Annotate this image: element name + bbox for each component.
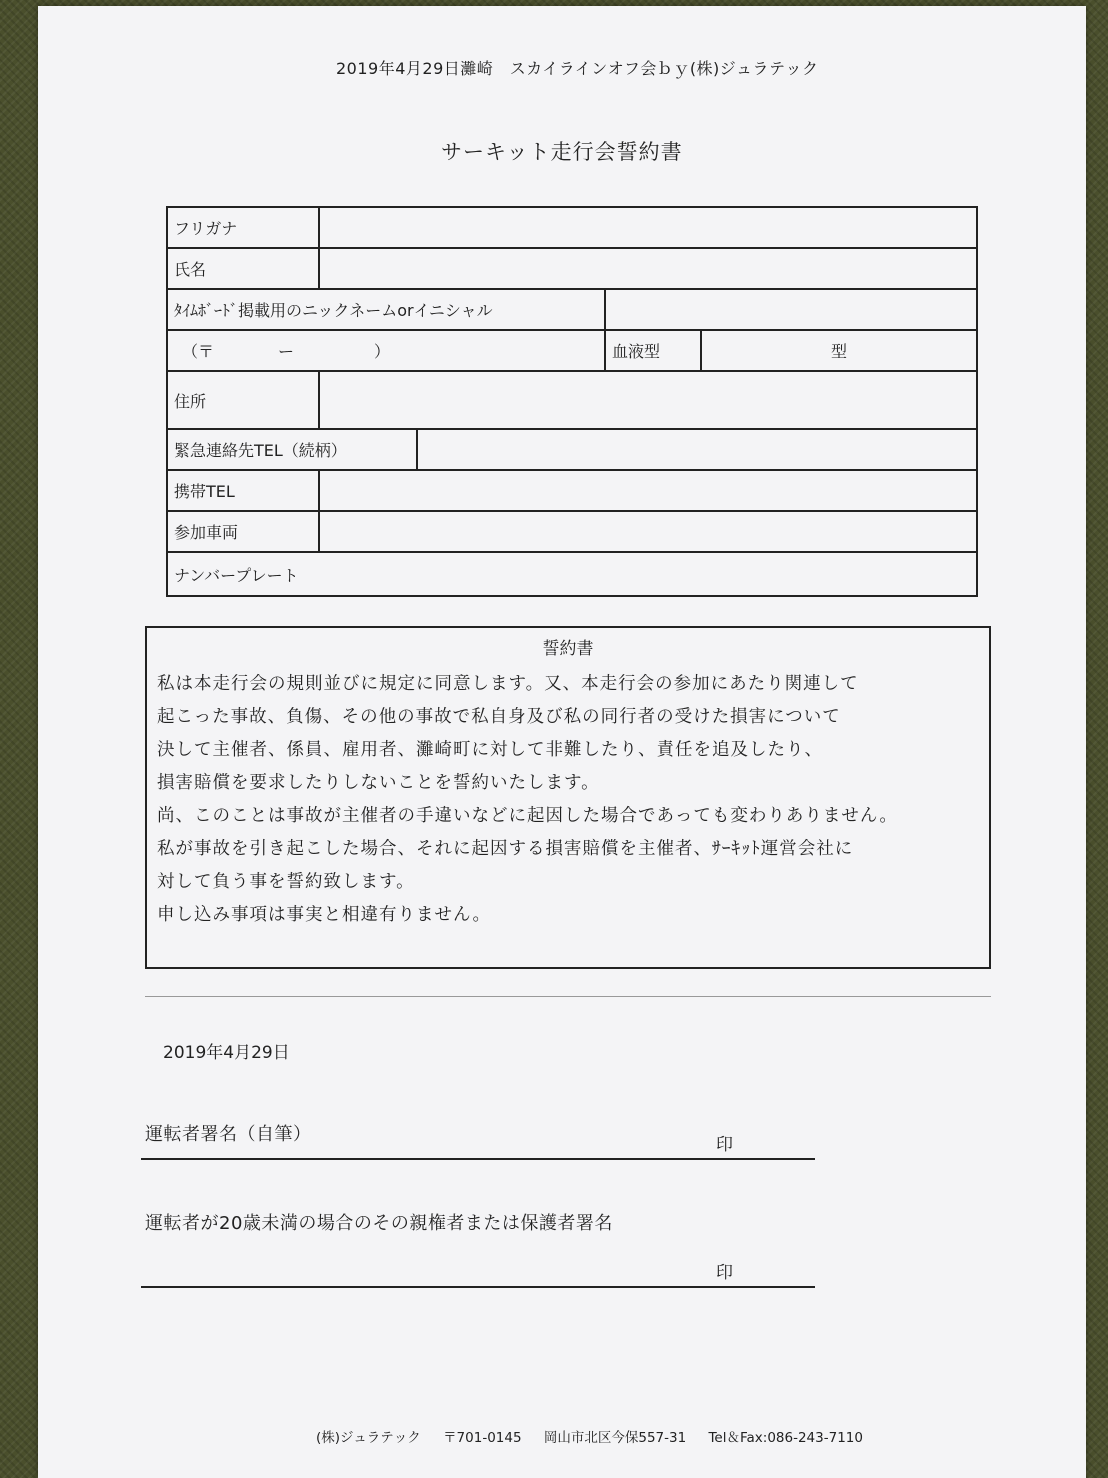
pledge-line: 私は本走行会の規則並びに規定に同意します。又、本走行会の参加にあたり関連して [157,674,859,694]
driver-signature-line[interactable] [141,1158,815,1160]
divider [145,996,991,997]
guardian-signature-line[interactable] [141,1286,815,1288]
driver-signature-label: 運転者署名（自筆） [145,1124,312,1145]
nickname-field[interactable] [606,290,976,329]
postal-code-field[interactable]: （〒 ー ） [168,331,606,370]
blood-type-field[interactable]: 型 [830,342,847,361]
footer-tel: Tel＆Fax:086-243-7110 [708,1430,863,1446]
furigana-label: フリガナ [168,208,320,247]
address-row [168,372,976,430]
pledge-line: 私が事故を引き起こした場合、それに起因する損害賠償を主催者、ｻｰｷｯﾄ運営会社に [157,839,854,859]
vehicle-row [168,512,976,553]
pledge-box [145,626,991,969]
guardian-signature-label: 運転者が20歳未満の場合のその親権者または保護者署名 [145,1213,613,1234]
postal-row [168,331,976,372]
pledge-text [157,668,898,932]
emergency-tel-row [168,430,976,471]
plate-label[interactable]: ナンバープレート [174,565,299,585]
vehicle-field[interactable] [320,512,976,551]
footer-company: (株)ジュラテック [316,1430,421,1446]
nickname-row [168,290,976,331]
emergency-tel-label: 緊急連絡先TEL（続柄） [168,430,418,469]
signature-date: 2019年4月29日 [163,1043,290,1063]
pledge-line: 申し込み事項は事実と相違有りません。 [157,905,492,925]
furigana-row [168,208,976,249]
entry-form-table [166,206,978,597]
name-row [168,249,976,290]
mobile-tel-field[interactable] [320,471,976,510]
blood-type-label: 血液型 [606,331,702,370]
name-field[interactable] [320,249,976,288]
pledge-title: 誓約書 [542,639,594,659]
furigana-field[interactable] [320,208,976,247]
mobile-tel-label: 携帯TEL [168,471,320,510]
pledge-line: 対して負う事を誓約致します。 [157,872,415,892]
vehicle-label: 参加車両 [168,512,320,551]
pledge-line: 決して主催者、係員、雇用者、灘崎町に対して非難したり、責任を追及したり、 [157,740,823,760]
form-sheet [38,6,1086,1478]
plate-row [168,553,976,595]
address-label: 住所 [168,372,320,428]
address-field[interactable] [320,372,976,428]
guardian-seal-mark: 印 [716,1263,733,1283]
footer-address: 岡山市北区今保557-31 [543,1430,687,1446]
name-label: 氏名 [168,249,320,288]
footer-postal: 〒701-0145 [443,1430,522,1446]
event-header: 2019年4月29日灘崎 スカイラインオフ会ｂｙ(株)ジュラテック [336,59,819,78]
mobile-tel-row [168,471,976,512]
page-title: サーキット走行会誓約書 [441,140,683,164]
pledge-line: 起こった事故、負傷、その他の事故で私自身及び私の同行者の受けた損害について [157,707,841,727]
emergency-tel-field[interactable] [418,430,976,469]
pledge-line: 尚、このことは事故が主催者の手違いなどに起因した場合であっても変わりありません。 [157,806,898,826]
pledge-line: 損害賠償を要求したりしないことを誓約いたします。 [157,773,600,793]
footer [316,1426,881,1446]
nickname-label: ﾀｲﾑﾎﾞｰﾄﾞ掲載用のニックネームorイニシャル [168,290,606,329]
driver-seal-mark: 印 [716,1135,733,1155]
